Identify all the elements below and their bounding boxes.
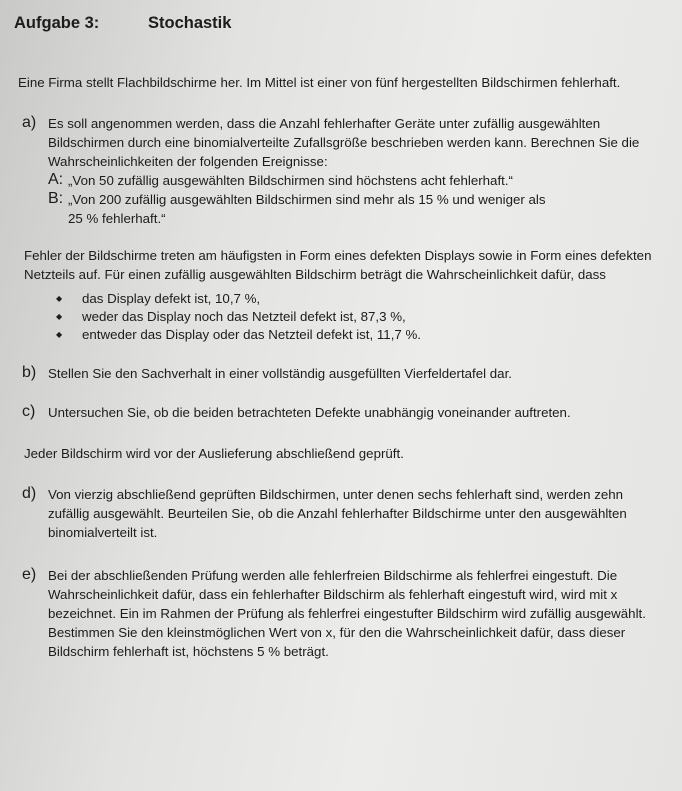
part-a-text: Es soll angenommen werden, dass die Anzahl fehlerhafter Geräte unter zufällig ausgewählten Bildschirmen durch eine binomialverteilte Zufallsgröße beschrieben werden kann. Berechnen Sie die Wahrscheinlichkeiten der folgenden Ereignisse: [48, 116, 640, 169]
part-b [22, 364, 660, 383]
event-a-tag: A: [48, 171, 64, 188]
task-header [14, 14, 660, 33]
intro-text: Eine Firma stellt Flachbildschirme her. Im Mittel ist einer von fünf hergestellten Bildschirmen fehlerhaft. [18, 75, 621, 90]
event-b-tag: B: [48, 190, 64, 207]
event-a [48, 171, 660, 190]
event-b-continuation: 25 % fehlerhaft.“ [68, 211, 166, 226]
part-e [22, 566, 660, 661]
event-b [48, 190, 660, 209]
event-b-text: „Von 200 zufällig ausgewählten Bildschirmen sind mehr als 15 % und weniger als [68, 192, 546, 207]
defects-intro: Fehler der Bildschirme treten am häufigsten in Form eines defekten Displays sowie in Form eines defekten Netzteils auf. Für einen zufällig ausgewählten Bildschirm beträgt die Wahrscheinlichkeit dafür, dass [24, 248, 652, 282]
part-e-label: e) [22, 566, 37, 583]
list-item: ◆ weder das Display noch das Netzteil defekt ist, 87,3 %, [56, 308, 660, 326]
check-note: Jeder Bildschirm wird vor der Auslieferung abschließend geprüft. [24, 446, 404, 461]
part-d-label: d) [22, 485, 37, 502]
part-d [22, 485, 660, 542]
part-d-text: Von vierzig abschließend geprüften Bildschirmen, unter denen sechs fehlerhaft sind, werden zehn zufällig ausgewählt. Beurteilen Sie, ob die Anzahl fehlerhafter Bildschirme unter den ausgewählten binomialverteilt ist. [48, 487, 627, 540]
part-a [22, 114, 660, 228]
part-c-label: c) [22, 403, 36, 420]
list-item: ◆ entweder das Display oder das Netzteil defekt ist, 11,7 %. [56, 326, 660, 344]
part-b-text: Stellen Sie den Sachverhalt in einer vollständig ausgefüllten Vierfeldertafel dar. [48, 366, 512, 381]
part-c [22, 403, 660, 422]
part-c-text: Untersuchen Sie, ob die beiden betrachteten Defekte unabhängig voneinander auftreten. [48, 405, 571, 420]
part-e-text: Bei der abschließenden Prüfung werden alle fehlerfreien Bildschirme als fehlerfrei eingestuft. Die Wahrscheinlichkeit dafür, dass ein fehlerhafter Bildschirm als fehlerhaft eingestuft wird, wird mit x bezeichnet. Ein im Rahmen der Prüfung als fehlerfrei eingestufter Bildschirm wird zufällig ausgewählt. Bestimmen Sie den kleinstmöglichen Wert von x, für den die Wahrscheinlichkeit dafür, dass dieser Bildschirm fehlerhaft ist, höchstens 5 % beträgt. [48, 568, 646, 659]
probability-list [14, 290, 660, 344]
task-number: Aufgabe 3: [14, 14, 100, 32]
part-b-label: b) [22, 364, 37, 381]
list-item: ◆ das Display defekt ist, 10,7 %, [56, 290, 660, 308]
event-a-text: „Von 50 zufällig ausgewählten Bildschirmen sind höchstens acht fehlerhaft.“ [68, 173, 513, 188]
part-a-label: a) [22, 114, 37, 131]
task-topic: Stochastik [148, 14, 232, 32]
